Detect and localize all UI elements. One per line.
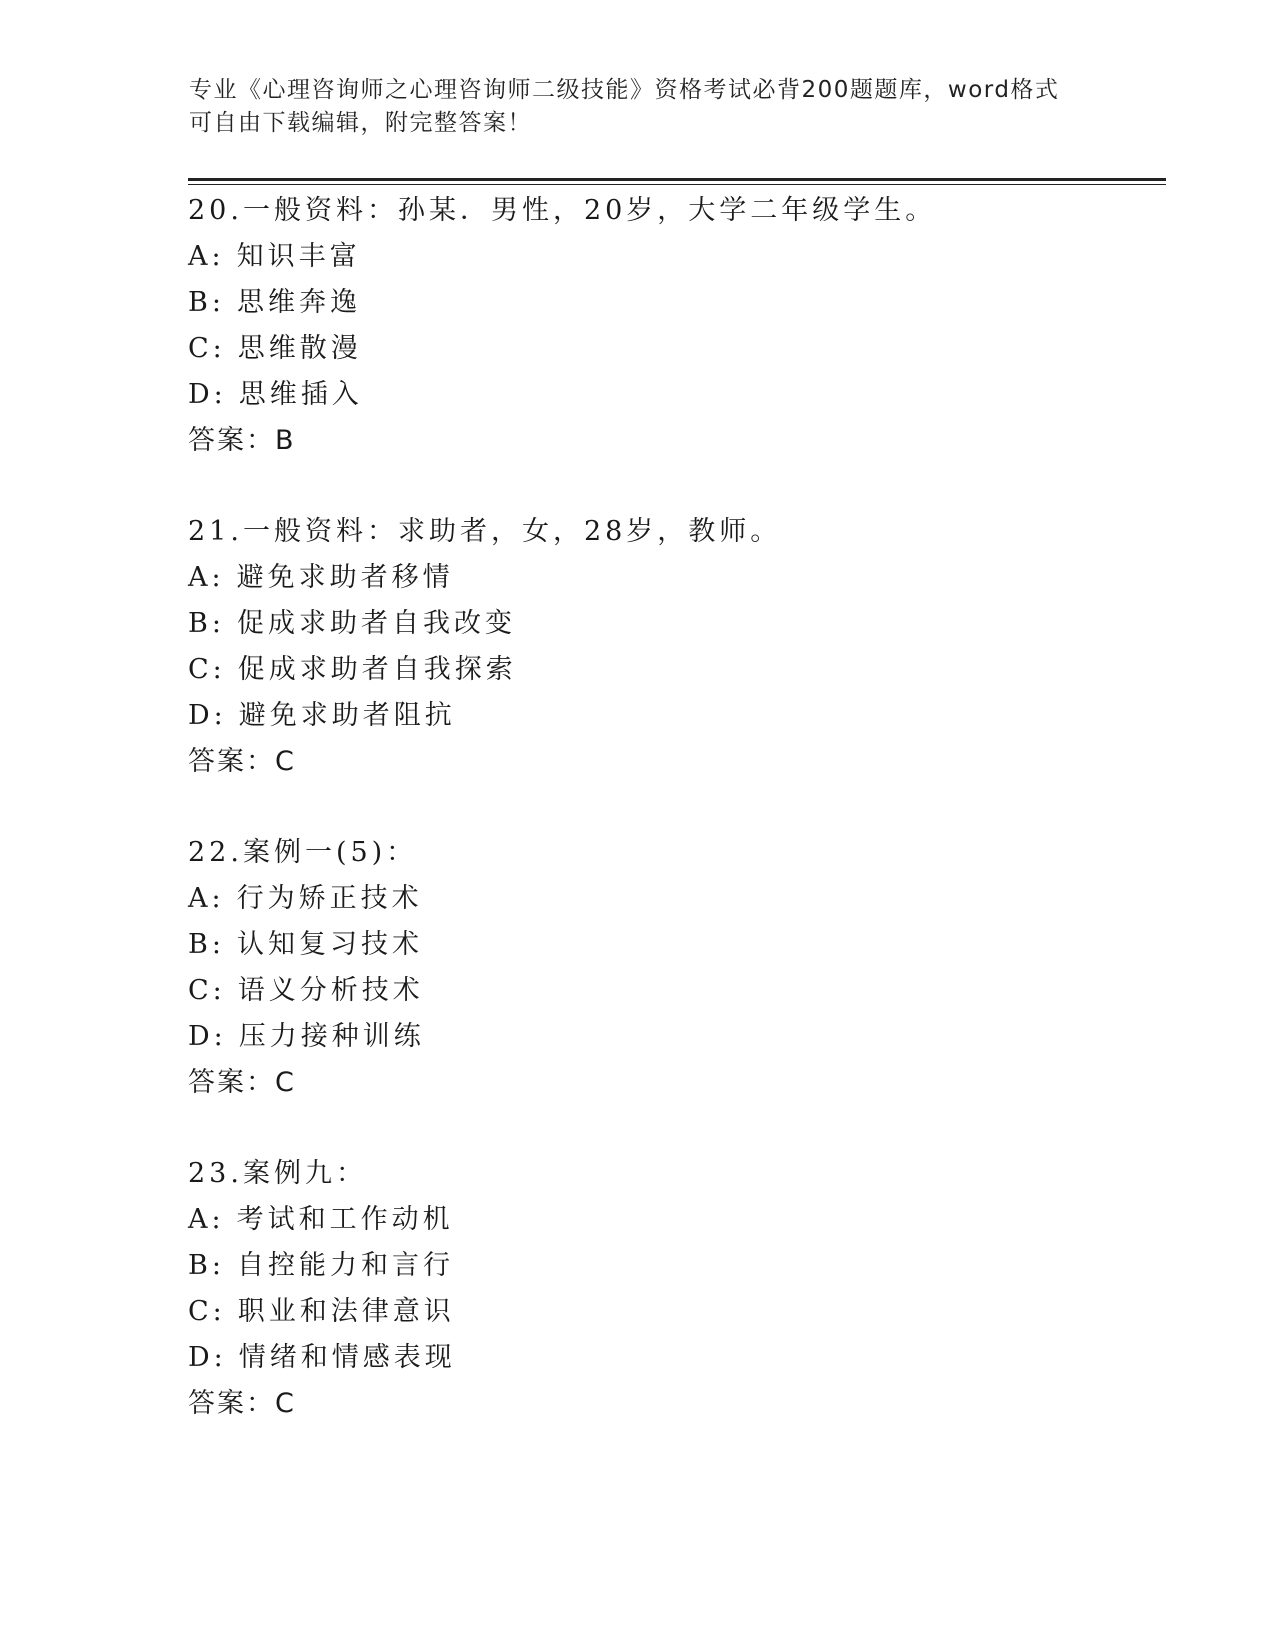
answer-line: 答案：C [188,746,296,777]
option-d [188,1014,1168,1060]
document-header [189,74,1089,140]
option-b [188,1243,1168,1289]
option-d [188,372,1168,418]
answer-line: 答案：C [188,1388,296,1419]
option-text: 自控能力和言行 [236,1250,454,1281]
option-c [188,326,1168,372]
option-text: 避免求助者移情 [236,562,454,593]
header-line-1: 专业《心理咨询师之心理咨询师二级技能》资格考试必背200题题库，word格式 [189,77,1060,103]
option-b [188,922,1168,968]
answer-line: 答案：B [188,425,296,456]
option-a [188,1197,1168,1243]
option-a [188,555,1168,601]
option-text: 思维奔逸 [236,287,361,318]
option-c [188,647,1168,693]
option-text: 考试和工作动机 [236,1204,454,1235]
option-letter: B: [188,287,225,318]
option-letter: C: [188,654,226,685]
header-line-2: 可自由下载编辑，附完整答案！ [189,110,532,136]
option-text: 避免求助者阻抗 [238,700,456,731]
option-a [188,876,1168,922]
option-d [188,693,1168,739]
option-letter: D: [188,379,227,410]
option-letter: A: [188,1204,225,1235]
option-text: 职业和法律意识 [237,1296,455,1327]
option-text: 思维插入 [238,379,363,410]
question-20 [188,188,1168,464]
option-text: 语义分析技术 [237,975,424,1006]
option-text: 知识丰富 [236,241,361,272]
option-d [188,1335,1168,1381]
option-a [188,234,1168,280]
option-c [188,968,1168,1014]
question-stem: 20.一般资料：孙某．男性，20岁，大学二年级学生。 [188,195,937,226]
option-text: 认知复习技术 [236,929,423,960]
option-letter: C: [188,975,226,1006]
option-letter: A: [188,562,225,593]
option-text: 行为矫正技术 [236,883,423,914]
option-letter: A: [188,883,225,914]
option-text: 压力接种训练 [238,1021,425,1052]
option-letter: B: [188,929,225,960]
option-letter: B: [188,1250,225,1281]
answer-line: 答案：C [188,1067,296,1098]
question-stem: 23.案例九： [188,1158,367,1189]
option-text: 情绪和情感表现 [238,1342,456,1373]
option-b [188,601,1168,647]
question-list [188,188,1168,1472]
question-21 [188,509,1168,785]
option-text: 促成求助者自我改变 [236,608,516,639]
header-divider-thick [188,178,1166,181]
question-23 [188,1151,1168,1427]
option-letter: B: [188,608,225,639]
option-text: 促成求助者自我探索 [237,654,517,685]
option-letter: C: [188,1296,226,1327]
option-text: 思维散漫 [237,333,362,364]
option-letter: D: [188,1342,227,1373]
option-c [188,1289,1168,1335]
option-letter: D: [188,1021,227,1052]
question-22 [188,830,1168,1106]
option-letter: A: [188,241,225,272]
option-letter: C: [188,333,226,364]
header-divider-thin [188,184,1166,185]
question-stem: 21.一般资料：求助者，女，28岁，教师。 [188,516,782,547]
question-stem: 22.案例一(5)： [188,837,418,868]
option-b [188,280,1168,326]
option-letter: D: [188,700,227,731]
